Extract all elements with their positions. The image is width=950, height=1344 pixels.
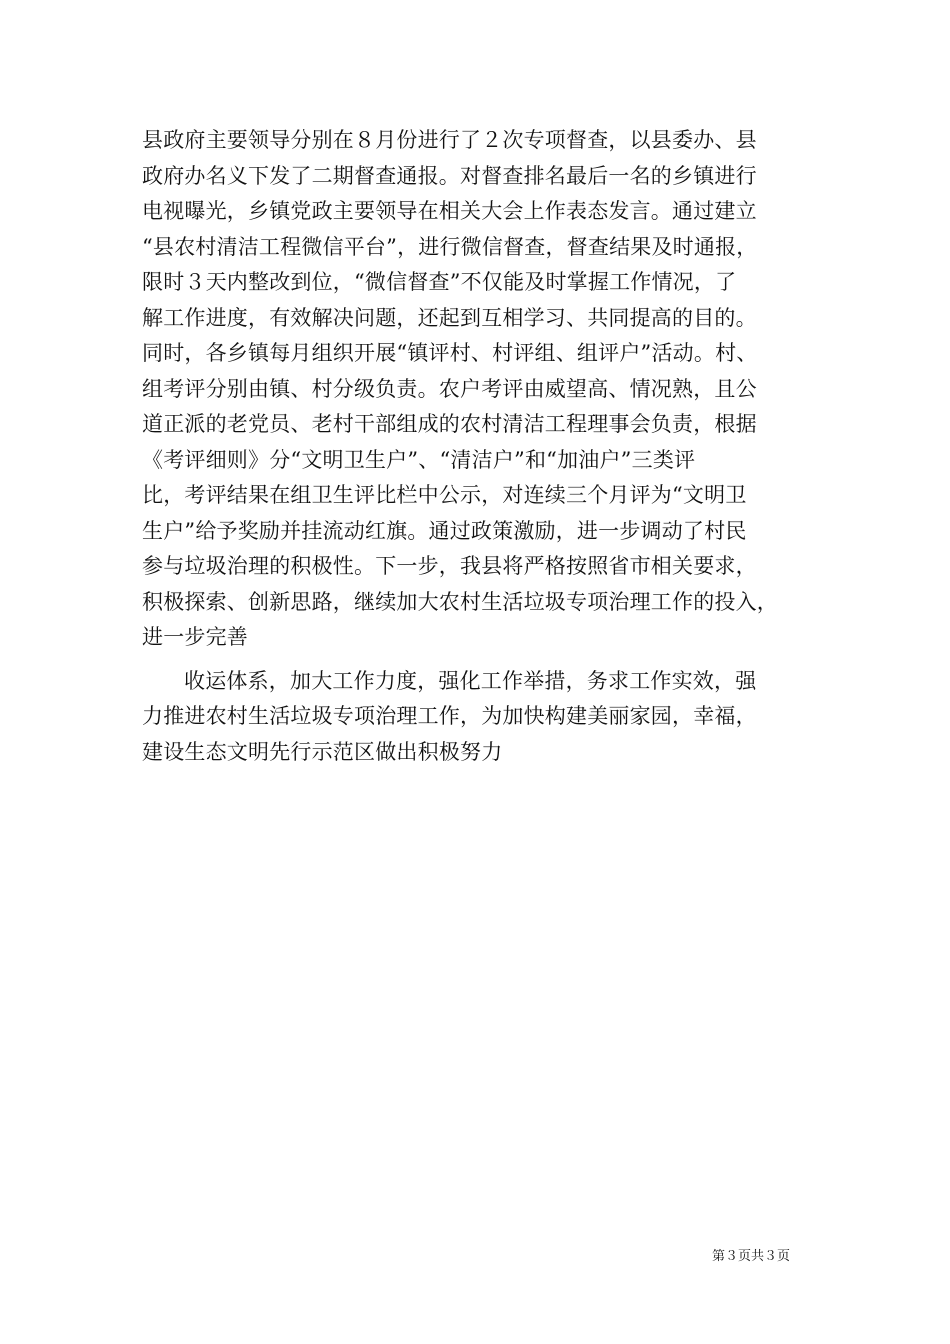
text-line: 电视曝光，乡镇党政主要领导在相关大会上作表态发言。通过建立 xyxy=(142,199,757,223)
text-line: 同时，各乡镇每月组织开展“镇评村、村评组、组评户”活动。村、 xyxy=(142,341,758,365)
page-number-footer: 第３页共３页 xyxy=(712,1249,791,1264)
text-line: 积极探索、创新思路，继续加大农村生活垃圾专项治理工作的投入， xyxy=(142,589,778,614)
text-line: 《考评细则》分“文明卫生户”、“清洁户”和“加油户”三类评 xyxy=(142,447,696,472)
paragraph-2 xyxy=(142,664,822,771)
text-line: 生户”给予奖励并挂流动红旗。通过政策激励，进一步调动了村民 xyxy=(142,518,747,543)
text-line: 解工作进度，有效解决问题，还起到互相学习、共同提高的目的。 xyxy=(142,305,757,330)
text-line: 组考评分别由镇、村分级负责。农户考评由威望高、情况熟，且公 xyxy=(142,376,757,401)
text-line: 参与垃圾治理的积极性。下一步，我县将严格按照省市相关要求， xyxy=(142,554,757,578)
text-line: 比，考评结果在组卫生评比栏中公示，对连续三个月评为“文明卫 xyxy=(142,483,747,507)
text-line: 政府办名义下发了二期督查通报。对督查排名最后一名的乡镇进行 xyxy=(142,163,757,188)
text-line: 建设生态文明先行示范区做出积极努力 xyxy=(142,739,503,764)
text-line: 进一步完善 xyxy=(142,625,248,649)
text-line: 限时３天内整改到位，“微信督查”不仅能及时掌握工作情况，了 xyxy=(142,270,737,294)
text-line: 县政府主要领导分别在８月份进行了２次专项督查，以县委办、县 xyxy=(142,128,757,152)
text-line: “县农村清洁工程微信平台”，进行微信督查，督查结果及时通报， xyxy=(142,234,758,259)
paragraph-gap xyxy=(142,656,822,664)
text-line: 收运体系，加大工作力度，强化工作举措，务求工作实效，强 xyxy=(184,668,757,693)
document-body xyxy=(142,123,822,770)
text-line: 道正派的老党员、老村干部组成的农村清洁工程理事会负责，根据 xyxy=(142,412,757,436)
text-line: 力推进农村生活垃圾专项治理工作，为加快构建美丽家园，幸福， xyxy=(142,704,757,728)
paragraph-1 xyxy=(142,123,822,656)
